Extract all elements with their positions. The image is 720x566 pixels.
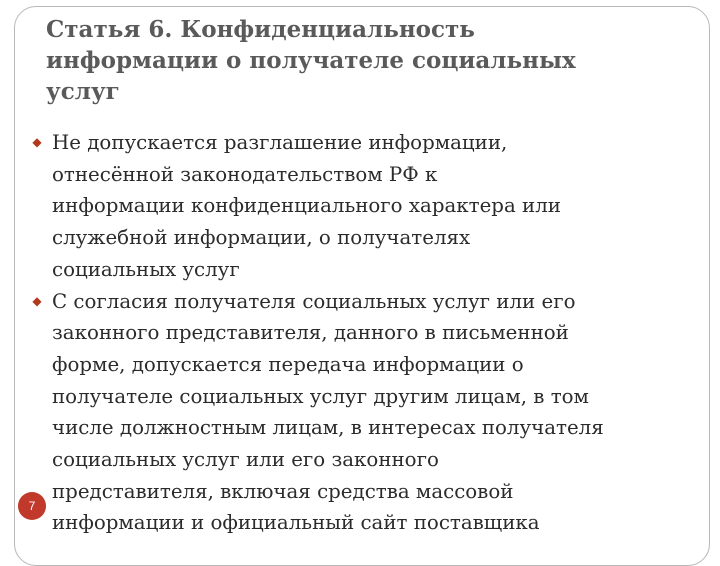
- bullet-text-line: получателе социальных услуг другим лицам, в том: [52, 384, 589, 408]
- bullet-text-line: отнесённой законодательством РФ к: [52, 162, 438, 186]
- diamond-bullet-icon: ◆: [32, 293, 42, 308]
- page-number: 7: [28, 499, 36, 513]
- bullet-text-line: числе должностным лицам, в интересах получателя: [52, 416, 604, 440]
- bullet-text-line: информации и официальный сайт поставщика: [52, 511, 540, 535]
- title-line: Статья 6. Конфиденциальность: [46, 16, 475, 43]
- bullet-text-line: информации конфиденциального характера или: [52, 194, 561, 218]
- bullet-text-line: социальных услуг или его законного: [52, 448, 439, 472]
- bullet-item: [30, 127, 680, 286]
- bullet-text-line: представителя, включая средства массовой: [52, 479, 514, 503]
- bullet-text-line: Не допускается разглашение информации,: [52, 131, 508, 154]
- bullet-text-line: форме, допускается передача информации о: [52, 352, 524, 376]
- title-line: информации о получателе социальных: [46, 47, 576, 74]
- bullet-list: [30, 127, 680, 539]
- bullet-text-line: служебной информации, о получателях: [52, 226, 471, 250]
- slide-title: [46, 14, 646, 107]
- title-line: услуг: [46, 78, 120, 105]
- page-number-badge: [18, 492, 46, 520]
- bullet-text-line: социальных услуг: [52, 257, 240, 281]
- diamond-bullet-icon: ◆: [32, 135, 42, 149]
- bullet-item: [30, 286, 680, 540]
- bullet-text-line: С согласия получателя социальных услуг или его: [52, 289, 576, 313]
- bullet-text-line: законного представителя, данного в письменной: [52, 321, 569, 345]
